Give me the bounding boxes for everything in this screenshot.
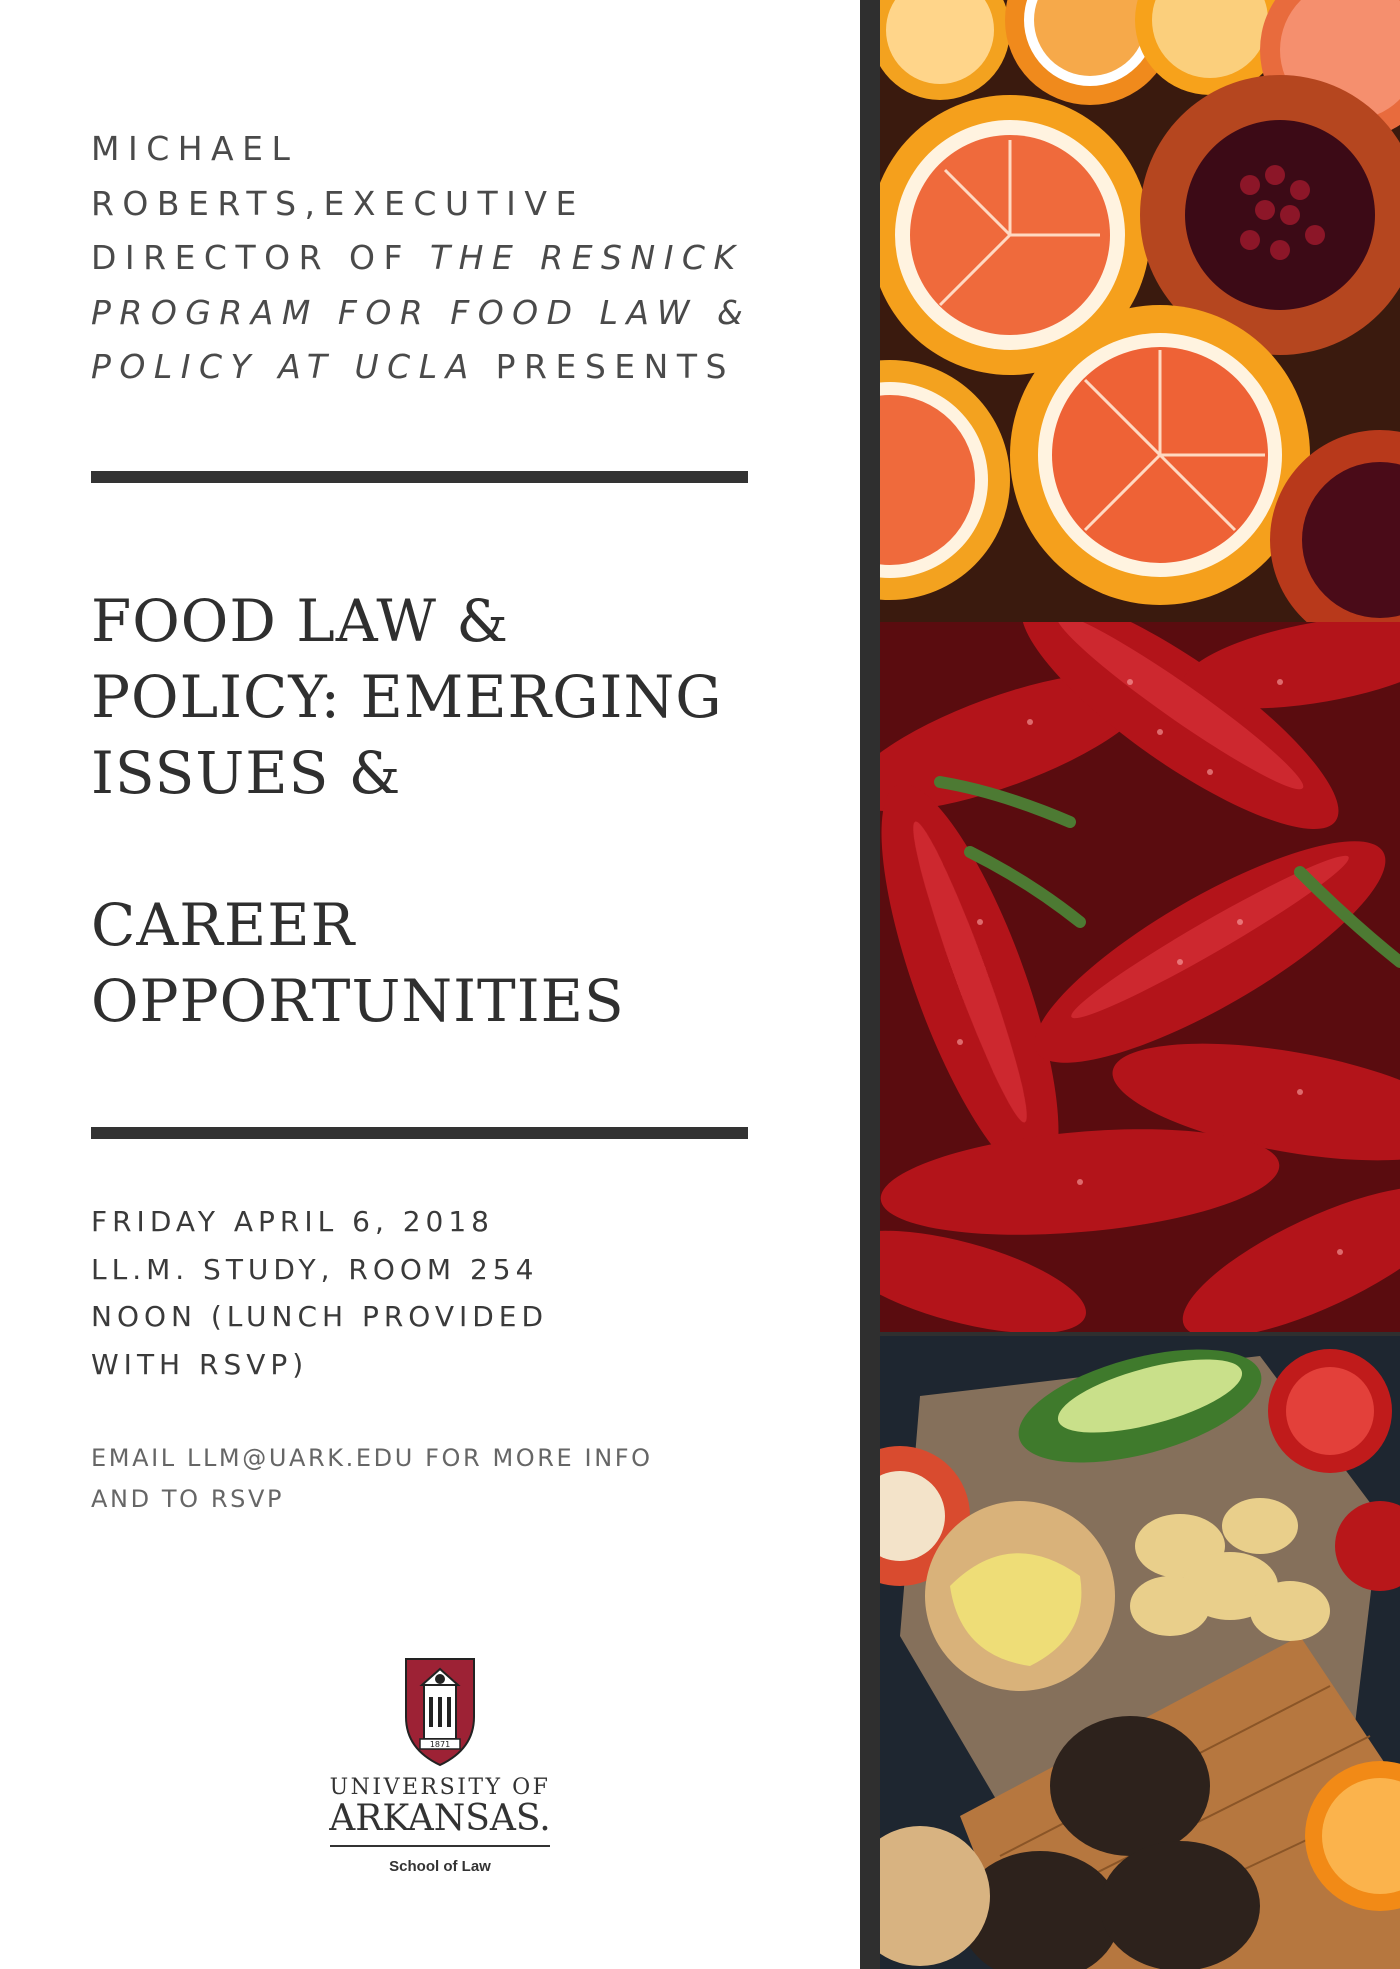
event-time-continued: WITH RSVP) [91, 1347, 309, 1381]
title-line: POLICY: EMERGING [91, 663, 723, 731]
title-line: FOOD LAW & [91, 587, 510, 655]
contact-line: AND TO RSVP [91, 1485, 285, 1513]
red-peppers-photo [880, 622, 1400, 1332]
presenter-text: DIRECTOR OF [91, 238, 430, 277]
event-date: FRIDAY APRIL 6, 2018 [91, 1205, 494, 1238]
university-crest-icon [404, 1655, 476, 1767]
event-details [91, 1198, 811, 1388]
presenter-line [91, 122, 811, 177]
university-logo [320, 1655, 560, 1885]
bottom-divider-bar [91, 1127, 748, 1139]
logo-university-of: UNIVERSITY OF [329, 1775, 551, 1800]
presenter-heading [91, 122, 811, 395]
title-line: OPPORTUNITIES [91, 967, 625, 1035]
burger-ingredients-photo [880, 1336, 1400, 1969]
presenter-line [91, 340, 811, 395]
logo-rule [330, 1845, 550, 1847]
presenter-line [91, 286, 811, 341]
title-spacer [91, 811, 851, 887]
title-line: ISSUES & [91, 739, 402, 807]
top-divider-bar [91, 471, 748, 483]
contact-line: EMAIL LLM@UARK.EDU FOR MORE INFO [91, 1444, 653, 1472]
logo-arkansas: ARKANSAS. [329, 1798, 551, 1839]
presenter-italic-text: POLICY AT UCLA [91, 347, 477, 386]
event-title [91, 583, 851, 1039]
presenter-text: ROBERTS,EXECUTIVE [91, 183, 585, 223]
event-location: LL.M. STUDY, ROOM 254 [91, 1252, 539, 1286]
presenter-line [91, 177, 811, 232]
presenter-line [91, 231, 811, 286]
dark-column-divider [860, 0, 880, 1969]
presenter-italic-text: PROGRAM FOR FOOD LAW & [91, 292, 752, 332]
event-time: NOON (LUNCH PROVIDED [91, 1300, 549, 1333]
rsvp-contact [91, 1438, 811, 1520]
crest-year: 1871 [429, 1740, 451, 1749]
logo-school-of-law: School of Law [389, 1858, 491, 1875]
presenter-italic-text: THE RESNICK [429, 238, 744, 277]
citrus-photo [880, 0, 1400, 622]
food-photo-strip [880, 0, 1400, 1969]
title-line: CAREER [91, 891, 356, 959]
presenter-text: PRESENTS [476, 347, 735, 386]
presenter-text: MICHAEL [91, 129, 299, 168]
